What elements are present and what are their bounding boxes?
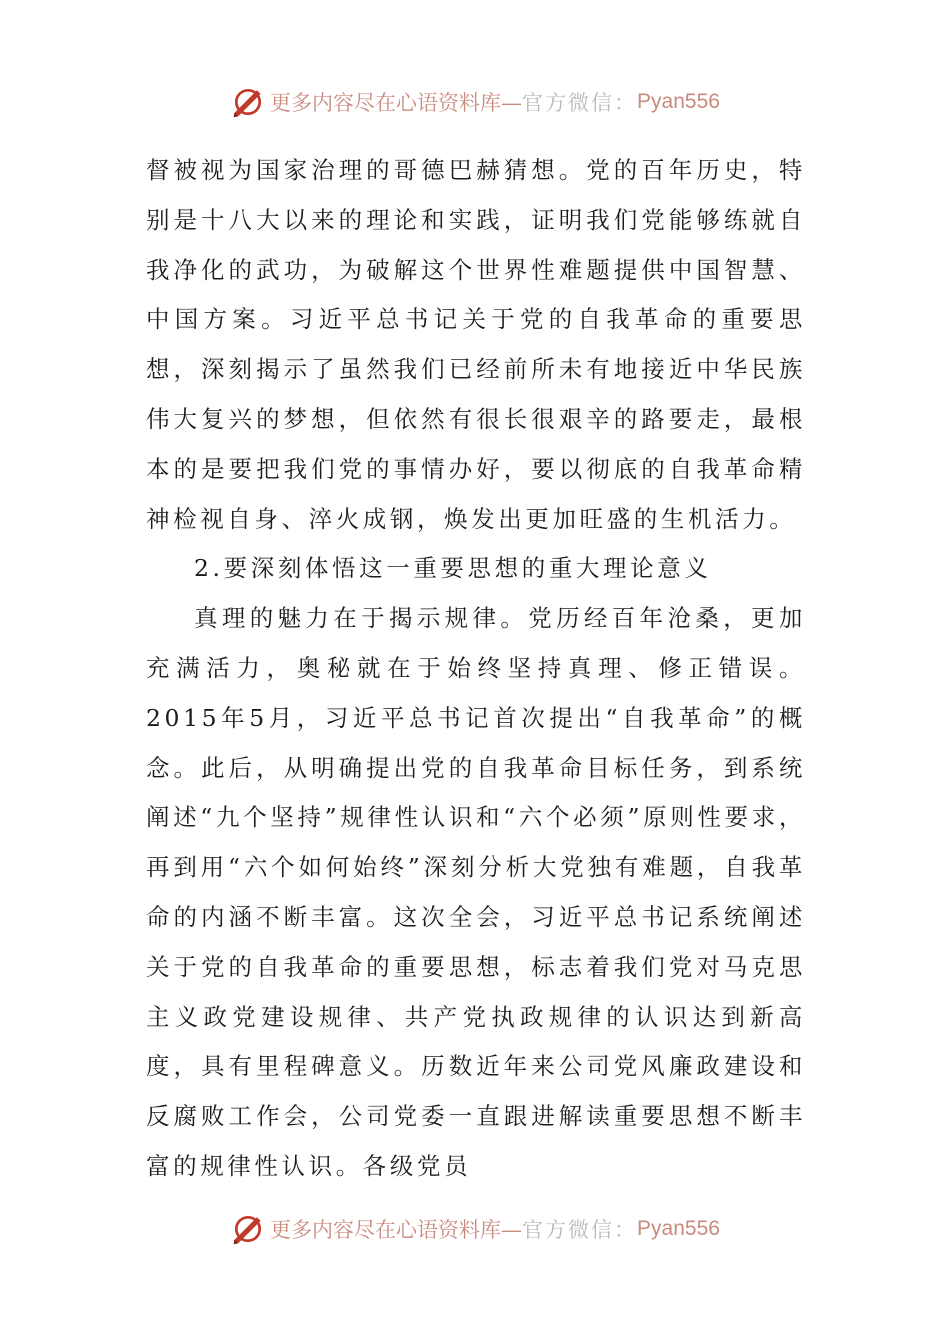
banner-main-text: 更多内容尽在心语资料库— (270, 1218, 523, 1242)
banner-main-text: 更多内容尽在心语资料库— (270, 91, 523, 115)
banner-wechat-label: 官方微信： (522, 1218, 638, 1242)
pen-logo-icon (230, 1211, 266, 1247)
pen-logo-icon (230, 84, 266, 120)
document-body (146, 146, 806, 1192)
footer-banner (0, 1209, 950, 1249)
header-banner (0, 82, 950, 122)
paragraph-body: 真理的魅力在于揭示规律。党历经百年沧桑，更加充满活力，奥秘就在于始终坚持真理、修正错误。2015年5月，习近平总书记首次提出“自我革命”的概念。此后，从明确提出党的自我革命目标任务，到系统阐述“九个坚持”规律性认识和“六个必须”原则性要求，再到用“六个如何始终”深刻分析大党独有难题，自我革命的内涵不断丰富。这次全会，习近平总书记系统阐述关于党的自我革命的重要思想，标志着我们党对马克思主义政党建设规律、共产党执政规律的认识达到新高度，具有里程碑意义。历数近年来公司党风廉政建设和反腐败工作会，公司党委一直跟进解读重要思想不断丰富的规律性认识。各级党员 (146, 604, 806, 1180)
banner-wechat-label: 官方微信： (522, 91, 638, 115)
section-heading: 2.要深刻体悟这一重要思想的重大理论意义 (194, 554, 712, 583)
banner-wechat-id: Pyan556 (637, 1217, 720, 1240)
banner-wechat-id: Pyan556 (637, 90, 720, 113)
paragraph-continuation: 督被视为国家治理的哥德巴赫猜想。党的百年历史，特别是十八大以来的理论和实践，证明我们党能够练就自我净化的武功，为破解这个世界性难题提供中国智慧、中国方案。习近平总书记关于党的自我革命的重要思想，深刻揭示了虽然我们已经前所未有地接近中华民族伟大复兴的梦想，但依然有很长很艰辛的路要走，最根本的是要把我们党的事情办好，要以彻底的自我革命精神检视自身、淬火成钢，焕发出更加旺盛的生机活力。 (146, 156, 806, 533)
